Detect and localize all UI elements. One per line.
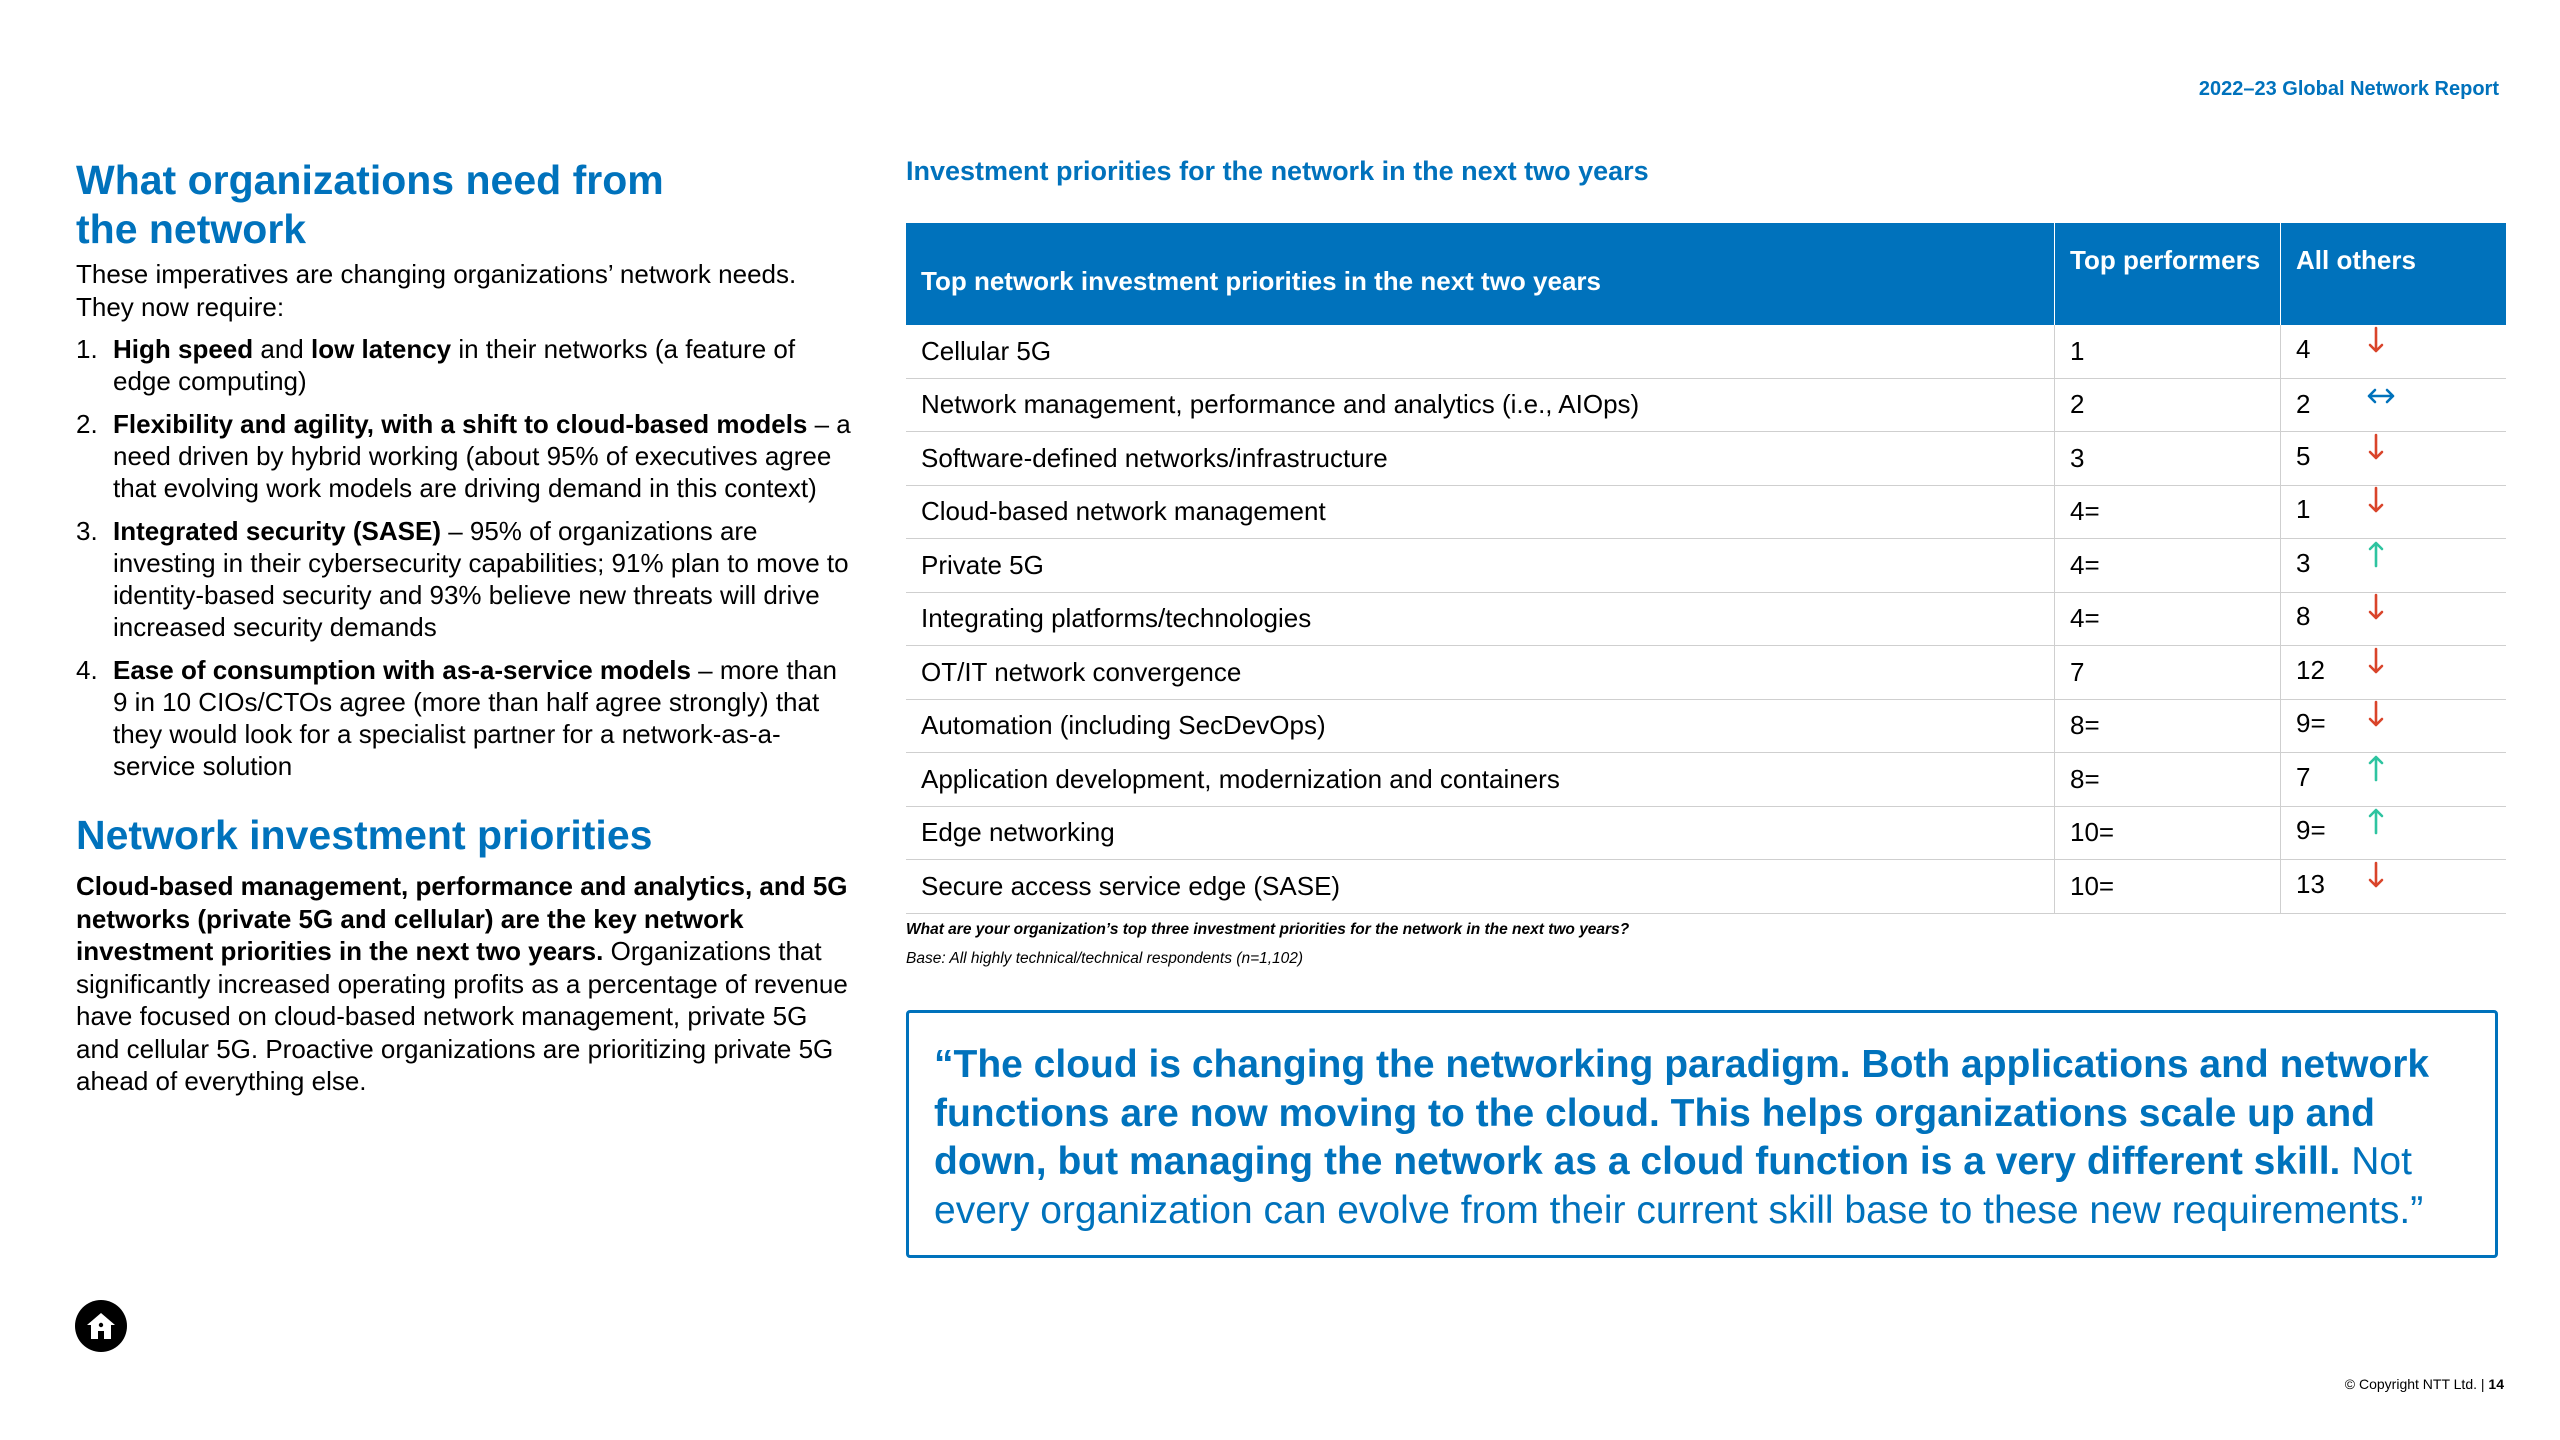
all-others-cell bbox=[2281, 860, 2507, 914]
requirement-number: 4. bbox=[76, 655, 98, 685]
all-others-value: 9= bbox=[2296, 708, 2326, 739]
priority-cell: Integrating platforms/technologies bbox=[906, 592, 2055, 646]
top-performers-cell: 4= bbox=[2055, 485, 2281, 539]
all-others-cell bbox=[2281, 432, 2507, 486]
all-others-cell bbox=[2281, 325, 2507, 378]
all-others-cell bbox=[2281, 485, 2507, 539]
copyright-text: © Copyright NTT Ltd. | bbox=[2344, 1376, 2485, 1392]
priority-cell: Secure access service edge (SASE) bbox=[906, 860, 2055, 914]
top-performers-cell: 8= bbox=[2055, 753, 2281, 807]
header-priority: Top network investment priorities in the next two years bbox=[906, 223, 2055, 325]
priority-cell: Edge networking bbox=[906, 806, 2055, 860]
arrow-down-icon bbox=[2366, 486, 2386, 514]
all-others-cell bbox=[2281, 539, 2507, 593]
investment-heading: Network investment priorities bbox=[76, 812, 653, 858]
requirement-item bbox=[76, 333, 856, 397]
survey-base: Base: All highly technical/technical respondents (n=1,102) bbox=[906, 950, 1304, 967]
requirement-bold-text: Flexibility and agility, with a shift to cloud-based models bbox=[113, 409, 808, 439]
requirement-bold-text: Integrated security (SASE) bbox=[113, 516, 441, 546]
requirement-text: and bbox=[253, 334, 311, 364]
arrow-left-right-icon bbox=[2366, 386, 2396, 406]
all-others-cell bbox=[2281, 753, 2507, 807]
top-performers-cell: 3 bbox=[2055, 432, 2281, 486]
trend-indicator bbox=[2366, 807, 2386, 842]
home-icon bbox=[84, 1310, 118, 1342]
table-row bbox=[906, 432, 2506, 486]
top-performers-cell: 10= bbox=[2055, 806, 2281, 860]
arrow-up-icon bbox=[2366, 540, 2386, 568]
investment-bold-text: Cloud-based management, performance and analytics, and 5G networks (private 5G and cellular) are the key network investment priorities in the next two years. bbox=[76, 871, 848, 966]
trend-indicator bbox=[2366, 647, 2386, 682]
priority-cell: OT/IT network convergence bbox=[906, 646, 2055, 700]
all-others-cell bbox=[2281, 806, 2507, 860]
requirement-text: – a need driven by hybrid working (about 95% of executives agree that evolving work models are driving demand in this context) bbox=[113, 409, 851, 503]
table-row bbox=[906, 325, 2506, 378]
top-performers-cell: 2 bbox=[2055, 378, 2281, 432]
trend-indicator bbox=[2366, 433, 2386, 468]
all-others-cell bbox=[2281, 646, 2507, 700]
investment-text: Organizations that significantly increased operating profits as a percentage of revenue have focused on cloud-based network management, private 5G and cellular 5G. Proactive organizations are prioritizing private 5G ahead of everything else. bbox=[76, 936, 848, 1096]
requirement-bold-text: low latency bbox=[310, 334, 452, 364]
requirement-bold-text: Ease of consumption with as-a-service models bbox=[113, 655, 691, 685]
requirement-item bbox=[76, 408, 856, 504]
priority-cell: Automation (including SecDevOps) bbox=[906, 699, 2055, 753]
page-heading: What organizations need from the network bbox=[76, 157, 664, 252]
trend-indicator bbox=[2366, 486, 2386, 521]
arrow-up-icon bbox=[2366, 754, 2386, 782]
all-others-value: 1 bbox=[2296, 494, 2311, 525]
priority-cell: Private 5G bbox=[906, 539, 2055, 593]
quote-box bbox=[906, 1010, 2498, 1258]
table-row bbox=[906, 806, 2506, 860]
requirement-number: 3. bbox=[76, 516, 98, 546]
table-row bbox=[906, 592, 2506, 646]
requirement-text: – more than 9 in 10 CIOs/CTOs agree (more than half agree strongly) that they would look for a specialist partner for a network-as-a-service solution bbox=[113, 655, 837, 781]
priorities-table bbox=[906, 223, 2506, 914]
requirement-bold-text: High speed bbox=[113, 334, 254, 364]
trend-indicator bbox=[2366, 861, 2386, 896]
all-others-value: 3 bbox=[2296, 547, 2311, 578]
copyright bbox=[2345, 1376, 2504, 1392]
all-others-value: 4 bbox=[2296, 333, 2311, 364]
quote-bold: “The cloud is changing the networking paradigm. Both applications and network functions are now moving to the cloud. This helps organizations scale up and down, but managing the network as a cloud function is a very different skill. bbox=[934, 1043, 2430, 1183]
top-performers-cell: 10= bbox=[2055, 860, 2281, 914]
all-others-value: 9= bbox=[2296, 815, 2326, 846]
all-others-value: 8 bbox=[2296, 601, 2311, 632]
all-others-value: 12 bbox=[2296, 654, 2325, 685]
intro-text: These imperatives are changing organizations’ network needs. They now require: bbox=[76, 259, 797, 322]
requirement-number: 1. bbox=[76, 334, 98, 364]
table-row bbox=[906, 485, 2506, 539]
table-row bbox=[906, 860, 2506, 914]
all-others-cell bbox=[2281, 378, 2507, 432]
header-all-others: All others bbox=[2281, 223, 2507, 325]
priority-cell: Software-defined networks/infrastructure bbox=[906, 432, 2055, 486]
all-others-cell bbox=[2281, 592, 2507, 646]
top-performers-cell: 1 bbox=[2055, 325, 2281, 378]
trend-indicator bbox=[2366, 540, 2386, 575]
quote-text bbox=[934, 1041, 2474, 1235]
table-row bbox=[906, 646, 2506, 700]
arrow-down-icon bbox=[2366, 861, 2386, 889]
header-top-performers: Top performers bbox=[2055, 223, 2281, 325]
arrow-down-icon bbox=[2366, 593, 2386, 621]
all-others-value: 2 bbox=[2296, 388, 2311, 419]
table-header-row bbox=[906, 223, 2506, 325]
investment-paragraph bbox=[76, 870, 856, 1098]
all-others-value: 7 bbox=[2296, 761, 2311, 792]
left-column bbox=[76, 156, 856, 1124]
requirement-item bbox=[76, 654, 856, 782]
trend-indicator bbox=[2366, 593, 2386, 628]
requirement-text: in their networks (a feature of edge computing) bbox=[113, 334, 796, 396]
top-performers-cell: 4= bbox=[2055, 592, 2281, 646]
priority-cell: Cloud-based network management bbox=[906, 485, 2055, 539]
trend-indicator bbox=[2366, 700, 2386, 735]
table-row bbox=[906, 699, 2506, 753]
top-performers-cell: 8= bbox=[2055, 699, 2281, 753]
table-row bbox=[906, 539, 2506, 593]
arrow-up-icon bbox=[2366, 807, 2386, 835]
arrow-down-icon bbox=[2366, 326, 2386, 354]
priority-cell: Application development, modernization and containers bbox=[906, 753, 2055, 807]
requirement-text: – 95% of organizations are investing in their cybersecurity capabilities; 91% plan to move to identity-based security and 93% believe new threats will drive increased security demands bbox=[113, 516, 849, 642]
arrow-down-icon bbox=[2366, 433, 2386, 461]
all-others-cell bbox=[2281, 699, 2507, 753]
quote-light: Not every organization can evolve from their current skill base to these new requirements.” bbox=[934, 1140, 2424, 1232]
arrow-down-icon bbox=[2366, 647, 2386, 675]
trend-indicator bbox=[2366, 326, 2386, 361]
survey-question: What are your organization’s top three investment priorities for the network in the next two years? bbox=[906, 921, 1630, 938]
requirement-number: 2. bbox=[76, 409, 98, 439]
chart-title: Investment priorities for the network in the next two years bbox=[906, 156, 1649, 186]
priority-cell: Cellular 5G bbox=[906, 325, 2055, 378]
table-row bbox=[906, 753, 2506, 807]
requirement-item bbox=[76, 515, 856, 643]
top-performers-cell: 7 bbox=[2055, 646, 2281, 700]
trend-indicator bbox=[2366, 381, 2396, 413]
arrow-down-icon bbox=[2366, 700, 2386, 728]
trend-indicator bbox=[2366, 754, 2386, 789]
report-title: 2022–23 Global Network Report bbox=[2198, 78, 2499, 100]
table-row bbox=[906, 378, 2506, 432]
priority-cell: Network management, performance and analytics (i.e., AIOps) bbox=[906, 378, 2055, 432]
page-number: 14 bbox=[2488, 1376, 2504, 1392]
top-performers-cell: 4= bbox=[2055, 539, 2281, 593]
home-button[interactable] bbox=[75, 1300, 127, 1352]
all-others-value: 13 bbox=[2296, 868, 2325, 899]
requirements-list bbox=[76, 333, 856, 782]
all-others-value: 5 bbox=[2296, 440, 2311, 471]
